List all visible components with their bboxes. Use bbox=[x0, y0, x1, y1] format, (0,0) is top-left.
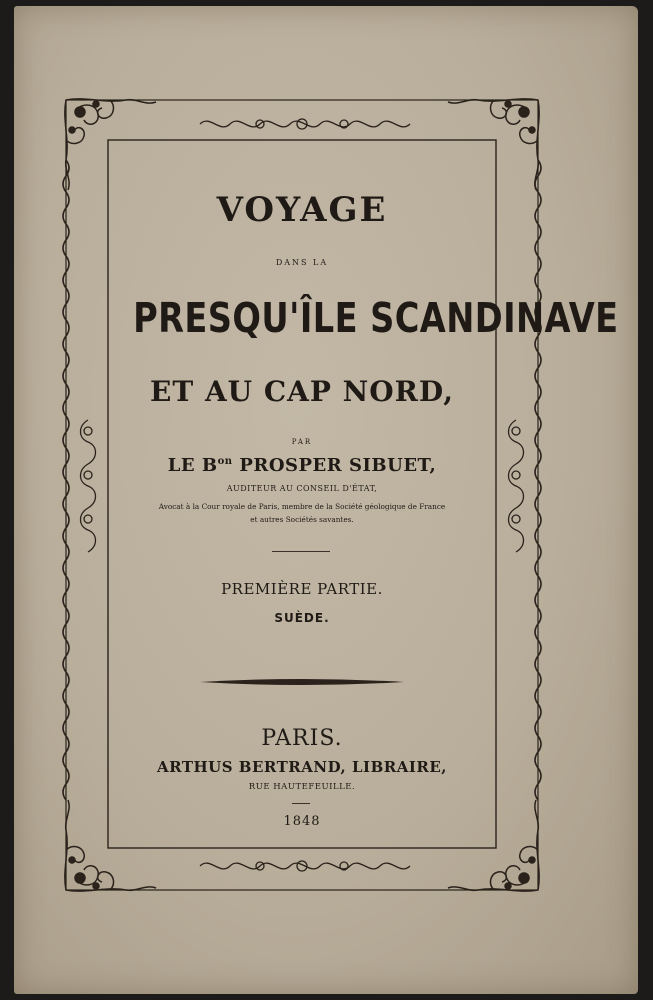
imprint-publisher: ARTHUS BERTRAND, LIBRAIRE, bbox=[156, 758, 447, 776]
author-role: AUDITEUR AU CONSEIL D'ÉTAT, bbox=[226, 484, 378, 493]
credentials-line-2: et autres Sociétés savantes. bbox=[250, 515, 354, 524]
author-surname: PROSPER SIBUET, bbox=[232, 455, 437, 476]
author-title-sup: on bbox=[217, 456, 233, 467]
swell-rule-center-dot bbox=[300, 680, 305, 685]
author-name bbox=[110, 455, 494, 476]
imprint-city: PARIS. bbox=[261, 726, 343, 751]
corner-ornament-top-right bbox=[448, 99, 539, 190]
bottom-center-scroll bbox=[200, 861, 410, 871]
imprint-divider bbox=[292, 803, 310, 804]
imprint-year: 1848 bbox=[283, 814, 321, 829]
title-main: PRESQU'ÎLE SCANDINAVE bbox=[133, 294, 619, 342]
right-side-scroll bbox=[509, 420, 524, 552]
title-voyage: VOYAGE bbox=[216, 190, 388, 230]
title-subline: ET AU CAP NORD, bbox=[150, 375, 454, 408]
imprint-street: RUE HAUTEFEUILLE. bbox=[248, 782, 356, 792]
top-center-scroll bbox=[200, 119, 410, 129]
left-wavy-border bbox=[63, 160, 69, 800]
right-wavy-border bbox=[535, 160, 541, 800]
byline-par: PAR bbox=[291, 438, 313, 446]
part-subject: SUÈDE. bbox=[274, 611, 330, 625]
divider-rule bbox=[272, 551, 330, 552]
credentials-line-1: Avocat à la Cour royale de Paris, membre de la Société géologique de France bbox=[158, 502, 446, 511]
corner-ornament-top-left bbox=[65, 99, 156, 190]
author-prefix: LE B bbox=[167, 455, 218, 476]
title-connector: DANS LA bbox=[275, 258, 329, 267]
author-credentials bbox=[100, 500, 504, 526]
left-side-scroll bbox=[81, 420, 96, 552]
part-label: PREMIÈRE PARTIE. bbox=[221, 580, 383, 598]
